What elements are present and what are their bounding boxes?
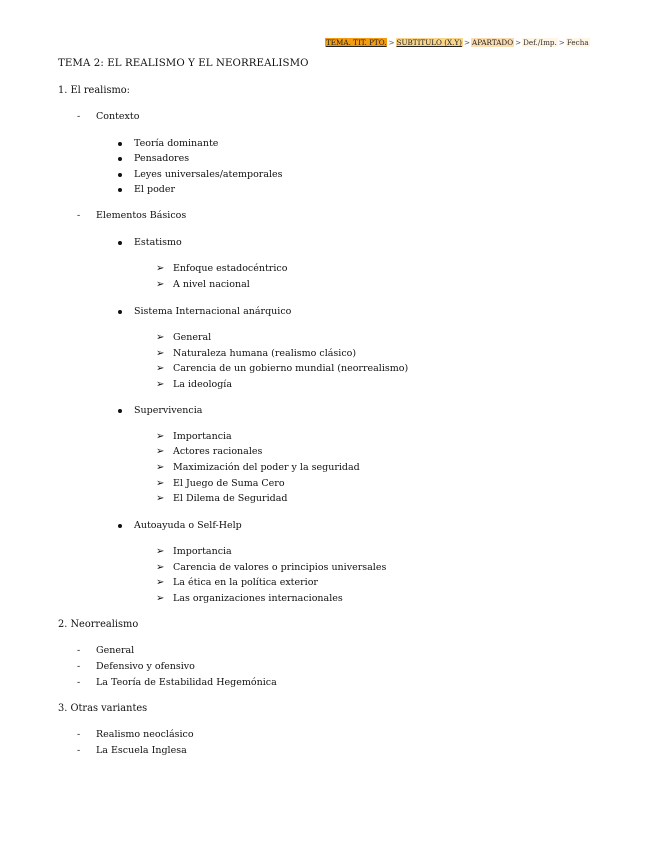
bullet-dot	[118, 241, 122, 245]
list-item: La ética en la política exterior	[173, 577, 318, 588]
arrow-bullet-icon: ➢	[156, 348, 165, 359]
list-item: Realismo neoclásico	[96, 729, 194, 740]
arrow-bullet-icon: ➢	[156, 577, 165, 588]
legend-tema: TEMA. TIT. PTO.	[326, 38, 387, 47]
dash-bullet: -	[77, 745, 81, 756]
arrow-bullet-icon: ➢	[156, 363, 165, 374]
dash-bullet: -	[77, 677, 81, 688]
list-item: Importancia	[173, 431, 232, 442]
bullet-dot	[118, 173, 122, 177]
list-item: Enfoque estadocéntrico	[173, 263, 288, 274]
arrow-bullet-icon: ➢	[156, 462, 165, 473]
arrow-bullet-icon: ➢	[156, 379, 165, 390]
section-heading-otras: 3. Otras variantes	[58, 703, 148, 714]
list-item: Las organizaciones internacionales	[173, 593, 343, 604]
bullet-dot	[118, 409, 122, 413]
list-item: Leyes universales/atemporales	[134, 169, 283, 180]
bullet-dot	[118, 310, 122, 314]
bullet-dot	[118, 524, 122, 528]
arrow-bullet-icon: ➢	[156, 279, 165, 290]
list-item: La Escuela Inglesa	[96, 745, 187, 756]
arrow-bullet-icon: ➢	[156, 263, 165, 274]
contexto-label: Contexto	[96, 111, 140, 122]
list-item: El Dilema de Seguridad	[173, 493, 288, 504]
list-item: Teoría dominante	[134, 138, 219, 149]
section-heading-realismo: 1. El realismo:	[58, 85, 130, 96]
list-item: General	[96, 645, 135, 656]
legend-sep: >	[558, 38, 565, 47]
legend-sep: >	[515, 38, 522, 47]
arrow-bullet-icon: ➢	[156, 431, 165, 442]
list-item: La Teoría de Estabilidad Hegemónica	[96, 677, 277, 688]
legend-fecha: Fecha	[566, 38, 589, 47]
arrow-bullet-icon: ➢	[156, 478, 165, 489]
bullet-dot	[118, 142, 122, 146]
legend-apartado: APARTADO	[472, 38, 514, 47]
estatismo-label: Estatismo	[134, 237, 182, 248]
supervivencia-label: Supervivencia	[134, 405, 203, 416]
legend-def: Def./Imp.	[523, 38, 557, 47]
list-item: La ideología	[173, 379, 232, 390]
dash-bullet: -	[77, 645, 81, 656]
sistema-label: Sistema Internacional anárquico	[134, 306, 292, 317]
list-item: Carencia de valores o principios universales	[173, 562, 387, 573]
dash-bullet: -	[77, 111, 81, 122]
section-heading-neorrealismo: 2. Neorrealismo	[58, 619, 139, 630]
autoayuda-label: Autoayuda o Self-Help	[134, 520, 242, 531]
list-item: Naturaleza humana (realismo clásico)	[173, 348, 357, 359]
arrow-bullet-icon: ➢	[156, 446, 165, 457]
arrow-bullet-icon: ➢	[156, 562, 165, 573]
list-item: Importancia	[173, 546, 232, 557]
legend	[325, 38, 590, 48]
list-item: Carencia de un gobierno mundial (neorrealismo)	[173, 363, 409, 374]
list-item: Maximización del poder y la seguridad	[173, 462, 360, 473]
arrow-bullet-icon: ➢	[156, 332, 165, 343]
dash-bullet: -	[77, 661, 81, 672]
legend-sep: >	[463, 38, 470, 47]
arrow-bullet-icon: ➢	[156, 593, 165, 604]
arrow-bullet-icon: ➢	[156, 546, 165, 557]
list-item: Pensadores	[134, 153, 190, 164]
list-item: A nivel nacional	[173, 279, 250, 290]
list-item: El Juego de Suma Cero	[173, 478, 285, 489]
bullet-dot	[118, 188, 122, 192]
list-item: Actores racionales	[173, 446, 263, 457]
bullet-dot	[118, 157, 122, 161]
dash-bullet: -	[77, 210, 81, 221]
list-item: El poder	[134, 184, 176, 195]
legend-sep: >	[388, 38, 395, 47]
list-item: General	[173, 332, 212, 343]
dash-bullet: -	[77, 729, 81, 740]
arrow-bullet-icon: ➢	[156, 493, 165, 504]
list-item: Defensivo y ofensivo	[96, 661, 195, 672]
legend-subtitulo: SUBTITULO (X.Y)	[396, 38, 462, 47]
elementos-label: Elementos Básicos	[96, 210, 187, 221]
page-title: TEMA 2: EL REALISMO Y EL NEORREALISMO	[58, 58, 309, 69]
